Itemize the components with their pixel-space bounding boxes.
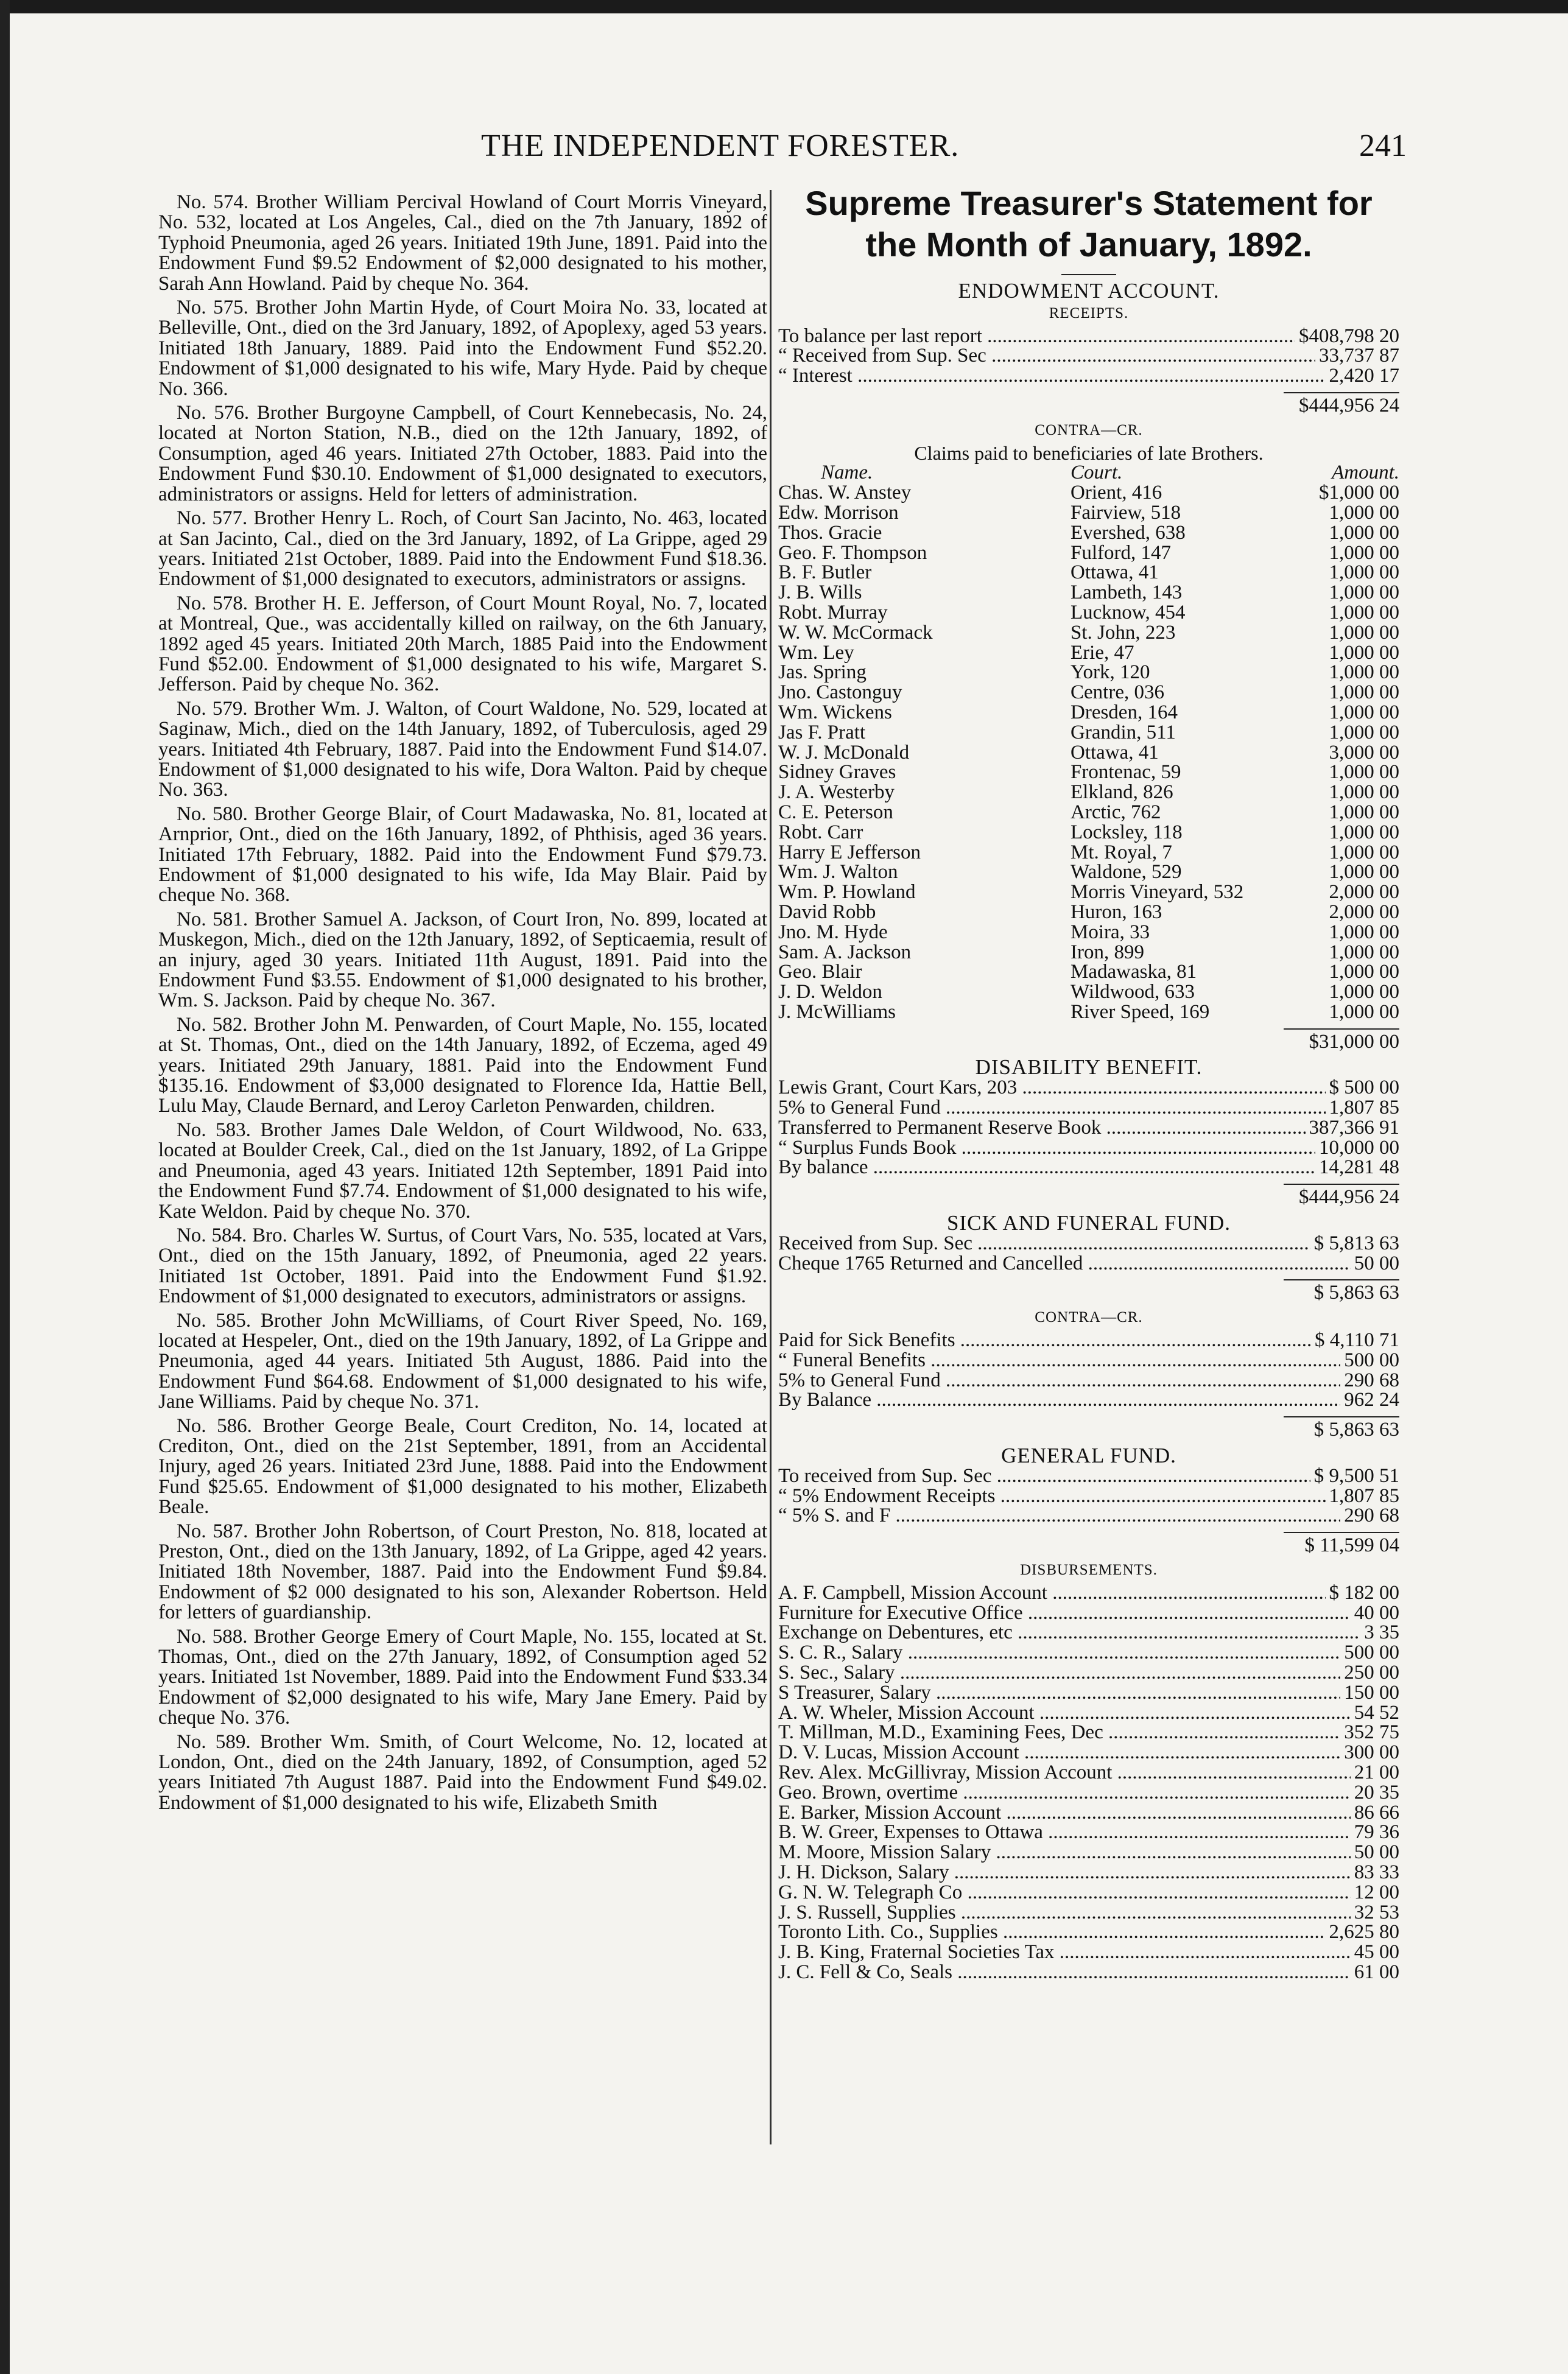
claim-court: Huron, 163 [1071, 901, 1162, 923]
ledger-label: Rev. Alex. McGillivray, Mission Account ..... [778, 1763, 1351, 1783]
ledger-row [778, 1157, 1399, 1178]
claim-amount: 1,000 00 [1329, 681, 1399, 704]
ledger-amount: 50 00 [1354, 1252, 1399, 1274]
claim-amount: 1,000 00 [1329, 841, 1399, 863]
ledger-row [778, 1942, 1399, 1962]
statement-title: Supreme Treasurer's Statement for the Month of January, 1892. [805, 184, 1373, 264]
claim-name: W. W. McCormack [778, 621, 933, 644]
ledger-amount: 387,366 91 [1309, 1116, 1399, 1139]
claim-amount: 1,000 00 [1329, 961, 1399, 983]
title-rule [1061, 274, 1116, 275]
obituary-entry: No. 584. Bro. Charles W. Surtus, of Court Vars, No. 535, located at Vars, Ont., died on the 15th January, 1892, of Pneumonia, aged 22 years. Initiated 1st October, 1891. Paid into the Endowment Fund $1.92. Endowment of $1,000 designated to executors, administrators or assigns. [158, 1224, 767, 1308]
claims-total: $31,000 00 [1309, 1030, 1399, 1053]
claim-name: Geo. F. Thompson [778, 541, 927, 564]
claim-court: Madawaska, 81 [1071, 961, 1197, 983]
ledger-row [778, 1234, 1399, 1254]
claim-name: Jno. M. Hyde [778, 921, 888, 943]
obituary-entry: No. 588. Brother George Emery of Court Maple, No. 155, located at St. Thomas, Ont., died on the 27th January, 1892, of Consumption aged 52 years. Initiated 1st November, 1889. Paid into the Endowment Fund $33.34 Endowment of $2,000 designated to his wife, Mary Jane Emery. Paid by cheque No. 376. [158, 1625, 767, 1729]
claim-row [778, 703, 1399, 723]
ledger-label: “ Funeral Benefits ..... [778, 1350, 1340, 1371]
claim-row [778, 902, 1399, 922]
ledger-row [778, 1371, 1399, 1391]
claim-court: Frontenac, 59 [1071, 761, 1181, 784]
endowment-total: $444,956 24 [1299, 394, 1399, 416]
claim-name: Jno. Castonguy [778, 681, 902, 704]
claim-court: Fairview, 518 [1071, 501, 1181, 524]
ledger-row [778, 1803, 1399, 1823]
ledger-amount: 2,420 17 [1329, 365, 1399, 387]
obituary-entry: No. 579. Brother Wm. J. Walton, of Court Waldone, No. 529, located at Saginaw, Mich., died on the 14th January, 1892, of Tuberculosis, aged 29 years. Initiated 4th February, 1887. Paid into the Endowment Fund $14.07. Endowment of $1,000 designated to his wife, Dora Walton. Paid by cheque No. 363. [158, 697, 767, 801]
claim-name: Geo. Blair [778, 961, 862, 983]
column-divider [770, 190, 772, 2144]
claim-name: Jas. Spring [778, 661, 867, 684]
ledger-row [778, 1763, 1399, 1783]
ledger-amount: $ 9,500 51 [1313, 1464, 1399, 1487]
claim-row [778, 843, 1399, 863]
claim-name: J. McWilliams [778, 1000, 896, 1023]
claim-row [778, 563, 1399, 583]
ledger-label: J. H. Dickson, Salary ..... [778, 1863, 1351, 1883]
ledger-amount: 10,000 00 [1319, 1136, 1399, 1159]
ledger-label: “ 5% S. and F ..... [778, 1506, 1340, 1526]
claim-court: Lambeth, 143 [1071, 581, 1183, 604]
ledger-label: Lewis Grant, Court Kars, 203 ..... [778, 1078, 1326, 1098]
claim-name: W. J. McDonald [778, 741, 910, 764]
ledger-row [778, 1623, 1399, 1643]
claim-amount: 1,000 00 [1329, 801, 1399, 823]
claim-row [778, 743, 1399, 763]
ledger-label: Cheque 1765 Returned and Cancelled ..... [778, 1254, 1351, 1274]
claim-court: Lucknow, 454 [1071, 601, 1186, 623]
claim-amount: 2,000 00 [1329, 881, 1399, 904]
ledger-row [778, 1703, 1399, 1723]
total-rule [1284, 1279, 1399, 1280]
claim-amount: 2,000 00 [1329, 901, 1399, 923]
claim-court: Iron, 899 [1071, 941, 1144, 963]
claim-row [778, 603, 1399, 623]
claim-name: Robt. Murray [778, 601, 888, 623]
ledger-label: M. Moore, Mission Salary ..... [778, 1842, 1351, 1863]
ledger-row [778, 1663, 1399, 1683]
claim-court: Wildwood, 633 [1071, 981, 1195, 1003]
claim-name: Sam. A. Jackson [778, 941, 912, 963]
claim-court: Elkland, 826 [1071, 781, 1173, 804]
claim-name: Harry E Jefferson [778, 841, 921, 863]
claim-amount: 1,000 00 [1329, 981, 1399, 1003]
ledger-row [778, 1466, 1399, 1486]
ledger-row [778, 1118, 1399, 1138]
ledger-amount: $ 182 00 [1329, 1581, 1399, 1604]
claim-name: B. F. Butler [778, 561, 872, 584]
total-rule [1284, 1028, 1399, 1030]
ledger-amount: 3 35 [1364, 1621, 1399, 1644]
claim-name: Wm. J. Walton [778, 861, 898, 883]
ledger-label: D. V. Lucas, Mission Account ..... [778, 1743, 1340, 1763]
endowment-heading: ENDOWMENT ACCOUNT. [958, 279, 1220, 303]
obituary-entry: No. 581. Brother Samuel A. Jackson, of Court Iron, No. 899, located at Muskegon, Mich., died on the 12th January, 1892, of Septicaemia, result of an injury, aged 30 years. Initiated 11th August, 1891. Paid into the Endowment Fund $3.55. Endowment of $1,000 designated to his brother, Wm. S. Jackson. Paid by cheque No. 367. [158, 908, 767, 1012]
claim-amount: 1,000 00 [1329, 821, 1399, 843]
claim-court: Fulford, 147 [1071, 541, 1171, 564]
ledger-row [778, 346, 1399, 366]
obituary-entry: No. 575. Brother John Martin Hyde, of Court Moira No. 33, located at Belleville, Ont., died on the 3rd January, 1892, of Apoplexy, aged 53 years. Initiated 18th January, 1889. Paid into the Endowment Fund $52.20. Endowment of $1,000 designated to his wife, Mary Hyde. Paid by cheque No. 366. [158, 297, 767, 400]
obituary-entry: No. 580. Brother George Blair, of Court Madawaska, No. 81, located at Arnprior, Ont., died on the 16th January, 1892, of Phthisis, aged 36 years. Initiated 17th February, 1882. Paid into the Endowment Fund $79.73. Endowment of $1,000 designated to his wife, Ida May Blair. Paid by cheque No. 368. [158, 802, 767, 907]
ledger-amount: 86 66 [1354, 1801, 1399, 1824]
ledger-label: “ Surplus Funds Book ..... [778, 1138, 1315, 1158]
claim-row [778, 1002, 1399, 1022]
ledger-label: 5% to General Fund ..... [778, 1371, 1340, 1391]
claim-name: Thos. Gracie [778, 521, 882, 544]
ledger-row [778, 1390, 1399, 1410]
claim-name: J. A. Westerby [778, 781, 895, 804]
ledger-label: “ Interest ..... [778, 366, 1326, 386]
ledger-amount: 61 00 [1354, 1961, 1399, 1983]
ledger-label: “ Received from Sup. Sec ..... [778, 346, 1315, 366]
ledger-row [778, 1842, 1399, 1863]
ledger-amount: 290 68 [1344, 1505, 1399, 1527]
ledger-row [778, 1098, 1399, 1118]
claim-amount: 1,000 00 [1329, 861, 1399, 883]
claim-row [778, 662, 1399, 683]
general-heading: GENERAL FUND. [1001, 1444, 1176, 1468]
ledger-row [778, 1783, 1399, 1803]
ledger-row [778, 1603, 1399, 1623]
claim-name: J. B. Wills [778, 581, 862, 604]
ledger-label: Geo. Brown, overtime ..... [778, 1783, 1351, 1803]
claim-amount: 1,000 00 [1329, 721, 1399, 743]
ledger-amount: $ 500 00 [1329, 1076, 1399, 1099]
claims-list [778, 483, 1399, 1022]
claim-name: Jas F. Pratt [778, 721, 866, 743]
journal-title: THE INDEPENDENT FORESTER. [481, 128, 960, 163]
ledger-label: Furniture for Executive Office ..... [778, 1603, 1351, 1623]
claim-row [778, 802, 1399, 823]
claim-court: Erie, 47 [1071, 641, 1134, 664]
sick-rows [778, 1234, 1399, 1274]
claim-row [778, 823, 1399, 843]
total-rule [1284, 1532, 1399, 1533]
claim-amount: $1,000 00 [1319, 482, 1399, 504]
claim-row [778, 922, 1399, 943]
ledger-amount: $ 5,813 63 [1313, 1232, 1399, 1254]
ledger-amount: 290 68 [1344, 1369, 1399, 1391]
claim-name: Wm. Ley [778, 641, 854, 664]
ledger-row [778, 1962, 1399, 1982]
claim-amount: 1,000 00 [1329, 581, 1399, 604]
ledger-label: Toronto Lith. Co., Supplies ..... [778, 1922, 1326, 1942]
claim-amount: 1,000 00 [1329, 661, 1399, 684]
claim-amount: 1,000 00 [1329, 781, 1399, 804]
claim-row [778, 623, 1399, 643]
ledger-amount: 14,281 48 [1319, 1156, 1399, 1179]
ledger-label: “ 5% Endowment Receipts ..... [778, 1486, 1326, 1506]
scan-top-border [0, 0, 1568, 13]
sick-heading: SICK AND FUNERAL FUND. [946, 1211, 1231, 1235]
ledger-row [778, 1903, 1399, 1923]
ledger-amount: 1,807 85 [1329, 1097, 1399, 1119]
claim-court: Arctic, 762 [1071, 801, 1161, 823]
ledger-amount: 1,807 85 [1329, 1484, 1399, 1507]
claim-amount: 1,000 00 [1329, 561, 1399, 584]
claim-row [778, 782, 1399, 802]
claim-court: Morris Vineyard, 532 [1071, 881, 1244, 904]
ledger-amount: 54 52 [1354, 1701, 1399, 1724]
claim-court: Ottawa, 41 [1071, 741, 1159, 764]
claim-court: St. John, 223 [1071, 621, 1176, 644]
ledger-row [778, 1723, 1399, 1743]
treasurer-statement [778, 183, 1399, 1982]
general-total: $ 11,599 04 [1304, 1534, 1399, 1557]
claim-name: C. E. Peterson [778, 801, 893, 823]
ledger-label: S. Sec., Salary ..... [778, 1663, 1340, 1683]
ledger-amount: 250 00 [1344, 1662, 1399, 1684]
ledger-label: G. N. W. Telegraph Co ..... [778, 1883, 1351, 1903]
claim-name: Wm. Wickens [778, 701, 892, 723]
sick-total: $ 5,863 63 [1313, 1282, 1399, 1304]
claim-court: York, 120 [1071, 661, 1150, 684]
claim-row [778, 943, 1399, 963]
total-rule [1284, 1184, 1399, 1185]
ledger-label: Exchange on Debentures, etc ..... [778, 1623, 1360, 1643]
claim-amount: 3,000 00 [1329, 741, 1399, 764]
claim-row [778, 483, 1399, 503]
ledger-label: A. F. Campbell, Mission Account ..... [778, 1583, 1326, 1603]
claim-amount: 1,000 00 [1329, 521, 1399, 544]
ledger-amount: 2,625 80 [1329, 1921, 1399, 1944]
ledger-amount: 40 00 [1354, 1601, 1399, 1624]
claim-amount: 1,000 00 [1329, 501, 1399, 524]
claim-court: Ottawa, 41 [1071, 561, 1159, 584]
ledger-label: J. C. Fell & Co, Seals ..... [778, 1962, 1351, 1982]
ledger-label: T. Millman, M.D., Examining Fees, Dec ..... [778, 1723, 1340, 1743]
claim-amount: 1,000 00 [1329, 761, 1399, 784]
page-header [140, 128, 1407, 170]
claims-note: Claims paid to beneficiaries of late Brothers. [914, 441, 1264, 464]
claim-court: Orient, 416 [1071, 482, 1162, 504]
claim-name: Robt. Carr [778, 821, 863, 843]
ledger-amount: $408,798 20 [1299, 325, 1399, 347]
ledger-row [778, 1078, 1399, 1098]
claim-amount: 1,000 00 [1329, 921, 1399, 943]
obituary-entry: No. 585. Brother John McWilliams, of Court River Speed, No. 169, located at Hespeler, Ont., died on the 19th January, 1892, of La Grippe and Pneumonia, aged 44 years. Initiated 5th August, 1886. Paid into the Endowment Fund $64.68. Endowment of $1,000 designated to his wife, Jane Williams. Paid by cheque No. 371. [158, 1309, 767, 1413]
disability-total: $444,956 24 [1299, 1186, 1399, 1209]
ledger-row [778, 1506, 1399, 1526]
claim-court: Moira, 33 [1071, 921, 1150, 943]
claim-amount: 1,000 00 [1329, 641, 1399, 664]
total-rule [1284, 1416, 1399, 1417]
ledger-amount: 83 33 [1354, 1861, 1399, 1883]
ledger-row [778, 1583, 1399, 1603]
claim-row [778, 962, 1399, 982]
disbursement-rows [778, 1583, 1399, 1982]
ledger-label: E. Barker, Mission Account ..... [778, 1803, 1351, 1823]
ledger-amount: 33,737 87 [1319, 345, 1399, 367]
claim-row [778, 523, 1399, 543]
ledger-label: Paid for Sick Benefits ..... [778, 1330, 1311, 1350]
claim-amount: 1,000 00 [1329, 601, 1399, 623]
obituary-column [158, 192, 767, 1817]
ledger-row [778, 1922, 1399, 1942]
claim-row [778, 643, 1399, 663]
obituary-entry: No. 576. Brother Burgoyne Campbell, of Court Kennebecasis, No. 24, located at Norton Station, N.B., died on the 12th January, 1892, of Consumption, aged 46 years. Initiated 27th October, 1883. Paid into the Endowment Fund $30.10. Endowment of $1,000 designated to executors, administrators or assigns. Held for letters of administration. [158, 402, 767, 505]
claim-court: Evershed, 638 [1071, 521, 1186, 544]
ledger-amount: 32 53 [1354, 1901, 1399, 1923]
claim-court: Grandin, 511 [1071, 721, 1176, 743]
obituary-entry: No. 577. Brother Henry L. Roch, of Court San Jacinto, No. 463, located at San Jacinto, Cal., died on the 3rd January, 1892, of La Grippe, aged 29 years. Initiated 21st October, 1889. Paid into the Endowment Fund $18.36. Endowment of $1,000 designated to executors, administrators or assigns. [158, 507, 767, 591]
ledger-amount: 500 00 [1344, 1642, 1399, 1664]
claim-court: River Speed, 169 [1071, 1000, 1210, 1023]
ledger-row [778, 1330, 1399, 1350]
claim-row [778, 762, 1399, 782]
obituary-entry: No. 587. Brother John Robertson, of Court Preston, No. 818, located at Preston, Ont., died on the 13th January, 1892, of La Grippe, aged 42 years. Initiated 18th November, 1887. Paid into the Endowment Fund $9.84. Endowment of $2 000 designated to his son, Alexander Robertson. Held for letters of guardianship. [158, 1520, 767, 1624]
claim-name: Sidney Graves [778, 761, 896, 784]
ledger-label: 5% to General Fund ..... [778, 1098, 1326, 1118]
claim-court: Waldone, 529 [1071, 861, 1182, 883]
disability-rows [778, 1078, 1399, 1178]
claim-court: Centre, 036 [1071, 681, 1164, 704]
ledger-label: J. B. King, Fraternal Societies Tax ..... [778, 1942, 1351, 1962]
endowment-receipts [778, 326, 1399, 386]
ledger-row [778, 1822, 1399, 1842]
claim-row [778, 503, 1399, 523]
claim-amount: 1,000 00 [1329, 1000, 1399, 1023]
claim-name: David Robb [778, 901, 876, 923]
claim-row [778, 683, 1399, 703]
claim-name: Edw. Morrison [778, 501, 899, 524]
ledger-row [778, 1743, 1399, 1763]
claim-row [778, 583, 1399, 603]
total-rule [1284, 392, 1399, 393]
ledger-row [778, 1683, 1399, 1703]
claim-court: Mt. Royal, 7 [1071, 841, 1172, 863]
ledger-amount: 500 00 [1344, 1349, 1399, 1371]
ledger-row [778, 1138, 1399, 1158]
claim-row [778, 862, 1399, 882]
contra-label: CONTRA—CR. [1035, 421, 1143, 438]
ledger-amount: $ 4,110 71 [1314, 1329, 1399, 1352]
ledger-row [778, 1643, 1399, 1663]
claim-row [778, 982, 1399, 1002]
ledger-amount: 962 24 [1344, 1389, 1399, 1411]
ledger-amount: 300 00 [1344, 1741, 1399, 1764]
obituary-entry: No. 589. Brother Wm. Smith, of Court Welcome, No. 12, located at London, Ont., died on the 24th January, 1892, of Consumption, aged 52 years Initiated 7th August 1887. Paid into the Endowment Fund $49.02. Endowment of $1,000 designated to his wife, Elizabeth Smith [158, 1730, 767, 1814]
claim-row [778, 882, 1399, 902]
ledger-row [778, 1883, 1399, 1903]
claims-header: Name. Court. Amount. [821, 462, 1399, 484]
page-number: 241 [1359, 128, 1407, 163]
general-rows [778, 1466, 1399, 1526]
ledger-row [778, 366, 1399, 386]
ledger-label: Received from Sup. Sec ..... [778, 1234, 1310, 1254]
claim-amount: 1,000 00 [1329, 941, 1399, 963]
ledger-row [778, 1486, 1399, 1506]
disability-heading: DISABILITY BENEFIT. [975, 1055, 1203, 1080]
ledger-label: A. W. Wheler, Mission Account ..... [778, 1703, 1351, 1723]
disbursements-label: DISBURSEMENTS. [1020, 1562, 1158, 1579]
scan-left-border [0, 0, 10, 2374]
receipts-label: RECEIPTS. [1049, 304, 1129, 321]
ledger-amount: 79 36 [1354, 1821, 1399, 1844]
claim-row [778, 543, 1399, 563]
sick-contra-total: $ 5,863 63 [1313, 1419, 1399, 1441]
ledger-label: S. C. R., Salary ..... [778, 1643, 1340, 1663]
sick-contra-rows [778, 1330, 1399, 1410]
ledger-label: B. W. Greer, Expenses to Ottawa ..... [778, 1822, 1351, 1842]
sick-contra-label: CONTRA—CR. [1035, 1309, 1143, 1326]
ledger-row [778, 1254, 1399, 1274]
ledger-label: By Balance ..... [778, 1390, 1340, 1410]
obituary-entry: No. 574. Brother William Percival Howland of Court Morris Vineyard, No. 532, located at Los Angeles, Cal., died on the 7th January, 1892 of Typhoid Pneumonia, aged 26 years. Initiated 19th June, 1891. Paid into the Endowment Fund $9.52 Endowment of $2,000 designated to his mother, Sarah Ann Howland. Paid by cheque No. 364. [158, 191, 767, 295]
ledger-label: Transferred to Permanent Reserve Book ..... [778, 1118, 1306, 1138]
claim-amount: 1,000 00 [1329, 701, 1399, 723]
ledger-amount: 50 00 [1354, 1841, 1399, 1864]
obituary-entry: No. 586. Brother George Beale, Court Crediton, No. 14, located at Crediton, Ont., died on the 21st September, 1891, from an Accidental Injury, aged 26 years. Initiated 23rd June, 1888. Paid into the Endowment Fund $25.65. Endowment of $1,000 designated to his mother, Elizabeth Beale. [158, 1414, 767, 1519]
claim-amount: 1,000 00 [1329, 621, 1399, 644]
claim-name: Wm. P. Howland [778, 881, 916, 904]
claim-court: Dresden, 164 [1071, 701, 1178, 723]
obituary-entry: No. 578. Brother H. E. Jefferson, of Court Mount Royal, No. 7, located at Montreal, Que., was accidentally killed on railway, on the 6th January, 1892 aged 45 years. Initiated 20th March, 1885 Paid into the Endowment Fund $52.00. Endowment of $1,000 designated to his wife, Margaret S. Jefferson. Paid by cheque No. 362. [158, 592, 767, 696]
obituary-entry: No. 583. Brother James Dale Weldon, of Court Wildwood, No. 633, located at Boulder Creek, Cal., died on the 1st January, 1892, of La Grippe and Pneumonia, aged 43 years. Initiated 12th September, 1891 Paid into the Endowment Fund $7.74. Endowment of $1,000 designated to his wife, Kate Weldon. Paid by cheque No. 370. [158, 1119, 767, 1223]
ledger-label: S Treasurer, Salary ..... [778, 1683, 1340, 1703]
ledger-amount: 20 35 [1354, 1781, 1399, 1803]
claim-name: Chas. W. Anstey [778, 482, 912, 504]
claim-name: J. D. Weldon [778, 981, 882, 1003]
ledger-amount: 45 00 [1354, 1941, 1399, 1964]
claim-row [778, 723, 1399, 743]
obituary-entry: No. 582. Brother John M. Penwarden, of Court Maple, No. 155, located at St. Thomas, Ont., died on the 14th January, 1892, of Eczema, aged 49 years. Initiated 29th January, 1881. Paid into the Endowment Fund $135.16. Endowment of $3,000 designated to Florence Ida, Hattie Bell, Lulu May, Claude Bernard, and Leroy Carleton Penwarden, children. [158, 1013, 767, 1117]
ledger-label: J. S. Russell, Supplies ..... [778, 1903, 1351, 1923]
ledger-row [778, 1863, 1399, 1883]
claim-court: Locksley, 118 [1071, 821, 1183, 843]
ledger-row [778, 1350, 1399, 1371]
ledger-amount: 21 00 [1354, 1761, 1399, 1783]
ledger-amount: 150 00 [1344, 1681, 1399, 1704]
ledger-amount: 12 00 [1354, 1881, 1399, 1903]
ledger-label: To received from Sup. Sec ..... [778, 1466, 1310, 1486]
claim-amount: 1,000 00 [1329, 541, 1399, 564]
ledger-amount: 352 75 [1344, 1721, 1399, 1744]
ledger-label: By balance ..... [778, 1157, 1315, 1178]
ledger-row [778, 326, 1399, 346]
ledger-label: To balance per last report ..... [778, 326, 1295, 346]
